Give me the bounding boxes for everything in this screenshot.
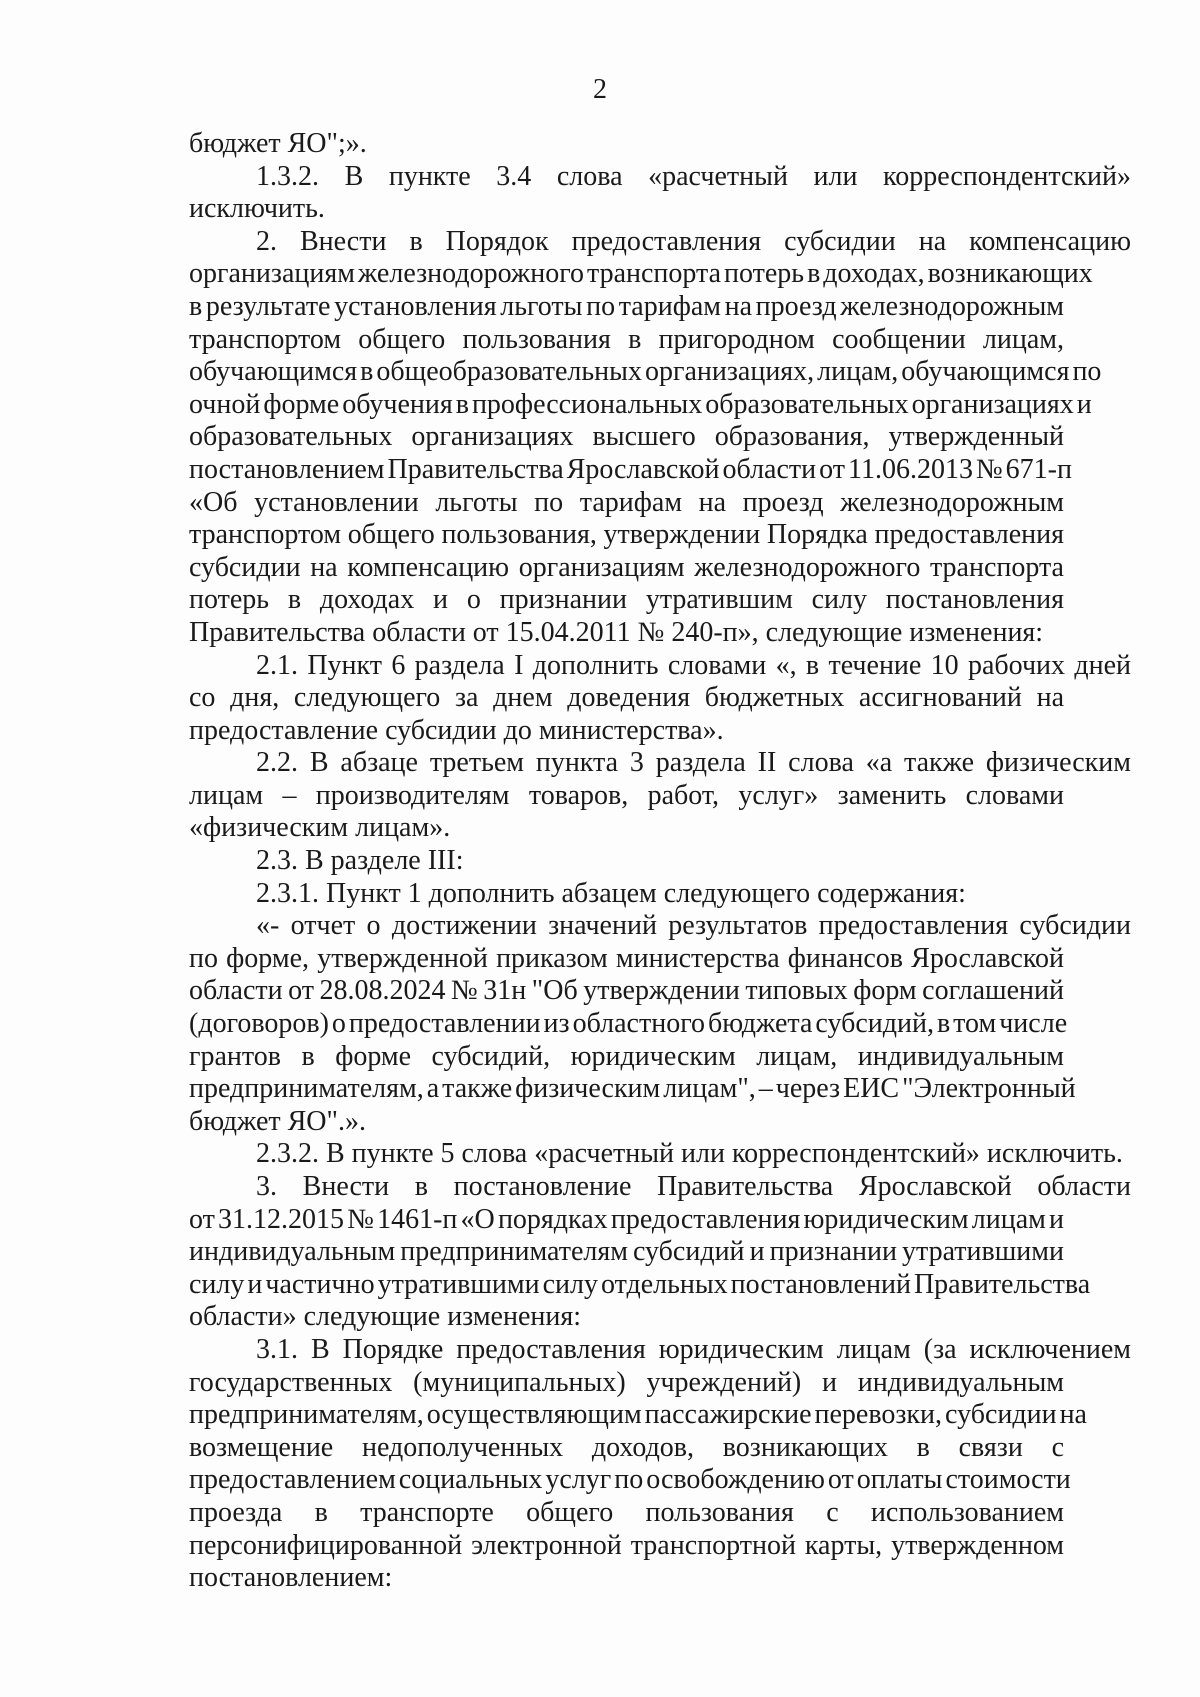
text-line: 3. Внести в постановление Правительства Ярославской области: [256, 1171, 1131, 1202]
paragraph: [189, 845, 1131, 878]
paragraph: [189, 1171, 1131, 1334]
text-line: Правительства области от 15.04.2011 № 240-п», следующие изменения:: [189, 616, 1044, 648]
text-line: со дня, следующего за днем доведения бюджетных ассигнований на: [189, 682, 1064, 714]
text-line: (договоров) о предоставлении из областного бюджета субсидий, в том числе: [189, 1008, 1068, 1040]
text-line: постановлением:: [189, 1562, 393, 1594]
text-line: организациям железнодорожного транспорта потерь в доходах, возникающих: [189, 258, 1093, 290]
text-line: исключить.: [189, 193, 325, 225]
text-line: «- отчет о достижении значений результатов предоставления субсидии: [256, 910, 1131, 942]
text-line: 2.3. В разделе III:: [256, 845, 464, 877]
page-number: 2: [593, 74, 607, 105]
text-line: 2.2. В абзаце третьем пункта 3 раздела II слова «а также физическим: [256, 747, 1131, 779]
text-line: индивидуальным предпринимателям субсидий и признании утратившими: [189, 1236, 1064, 1268]
text-line: области» следующие изменения:: [189, 1301, 582, 1333]
paragraph: [189, 128, 1131, 161]
text-line: персонифицированной электронной транспортной карты, утвержденном: [189, 1529, 1064, 1561]
text-line: бюджет ЯО".».: [189, 1105, 366, 1137]
text-line: постановлением Правительства Ярославской области от 11.06.2013 № 671-п: [189, 453, 1072, 485]
text-line: в результате установления льготы по тарифам на проезд железнодорожным: [189, 290, 1064, 322]
text-line: бюджет ЯО";».: [189, 128, 367, 159]
text-line: проезда в транспорте общего пользования с использованием: [189, 1496, 1064, 1528]
text-line: по форме, утвержденной приказом министерства финансов Ярославской: [189, 942, 1064, 974]
text-line: очной форме обучения в профессиональных образовательных организациях и: [189, 388, 1092, 420]
paragraph: [189, 747, 1131, 845]
paragraph: [189, 226, 1131, 650]
text-line: транспортом общего пользования, утверждении Порядка предоставления: [189, 519, 1064, 551]
paragraph: [189, 910, 1131, 1138]
text-line: обучающимся в общеобразовательных организациях, лицам, обучающимся по: [189, 356, 1102, 388]
text-line: образовательных организациях высшего образования, утвержденный: [189, 421, 1064, 453]
text-line: лицам – производителям товаров, работ, услуг» заменить словами: [189, 779, 1064, 811]
text-line: силу и частично утратившими силу отдельных постановлений Правительства: [189, 1268, 1091, 1300]
paragraph: [189, 1334, 1131, 1595]
paragraph: [189, 650, 1131, 748]
text-line: «Об установлении льготы по тарифам на проезд железнодорожным: [189, 486, 1064, 518]
text-line: потерь в доходах и о признании утратившим силу постановления: [189, 584, 1064, 616]
document-body: [189, 128, 1131, 1595]
text-line: грантов в форме субсидий, юридическим лицам, индивидуальным: [189, 1040, 1064, 1072]
text-line: 2.3.1. Пункт 1 дополнить абзацем следующего содержания:: [256, 877, 966, 909]
text-line: от 31.12.2015 № 1461-п «О порядках предоставления юридическим лицам и: [189, 1203, 1064, 1235]
paragraph: [189, 1138, 1131, 1171]
text-line: 2.1. Пункт 6 раздела I дополнить словами «, в течение 10 рабочих дней: [256, 649, 1131, 681]
paragraph: [189, 161, 1131, 226]
text-line: государственных (муниципальных) учреждений) и индивидуальным: [189, 1366, 1064, 1398]
text-line: предоставление субсидии до министерства».: [189, 714, 724, 746]
paragraph: [189, 878, 1131, 911]
text-line: 2.3.2. В пункте 5 слова «расчетный или корреспондентский» исключить.: [256, 1138, 1123, 1170]
text-line: транспортом общего пользования в пригородном сообщении лицам,: [189, 323, 1064, 355]
text-line: предпринимателям, а также физическим лицам", – через ЕИС "Электронный: [189, 1073, 1076, 1105]
text-line: «физическим лицам».: [189, 812, 451, 844]
text-line: возмещение недополученных доходов, возникающих в связи с: [189, 1431, 1064, 1463]
text-line: 2. Внести в Порядок предоставления субсидии на компенсацию: [256, 225, 1131, 257]
text-line: субсидии на компенсацию организациям железнодорожного транспорта: [189, 551, 1064, 583]
text-line: 3.1. В Порядке предоставления юридическим лицам (за исключением: [256, 1333, 1131, 1365]
text-line: 1.3.2. В пункте 3.4 слова «расчетный или корреспондентский»: [256, 160, 1131, 192]
text-line: предпринимателям, осуществляющим пассажирские перевозки, субсидии на: [189, 1399, 1087, 1431]
text-line: предоставлением социальных услуг по освобождению от оплаты стоимости: [189, 1464, 1071, 1496]
text-line: области от 28.08.2024 № 31н "Об утверждении типовых форм соглашений: [189, 975, 1064, 1007]
